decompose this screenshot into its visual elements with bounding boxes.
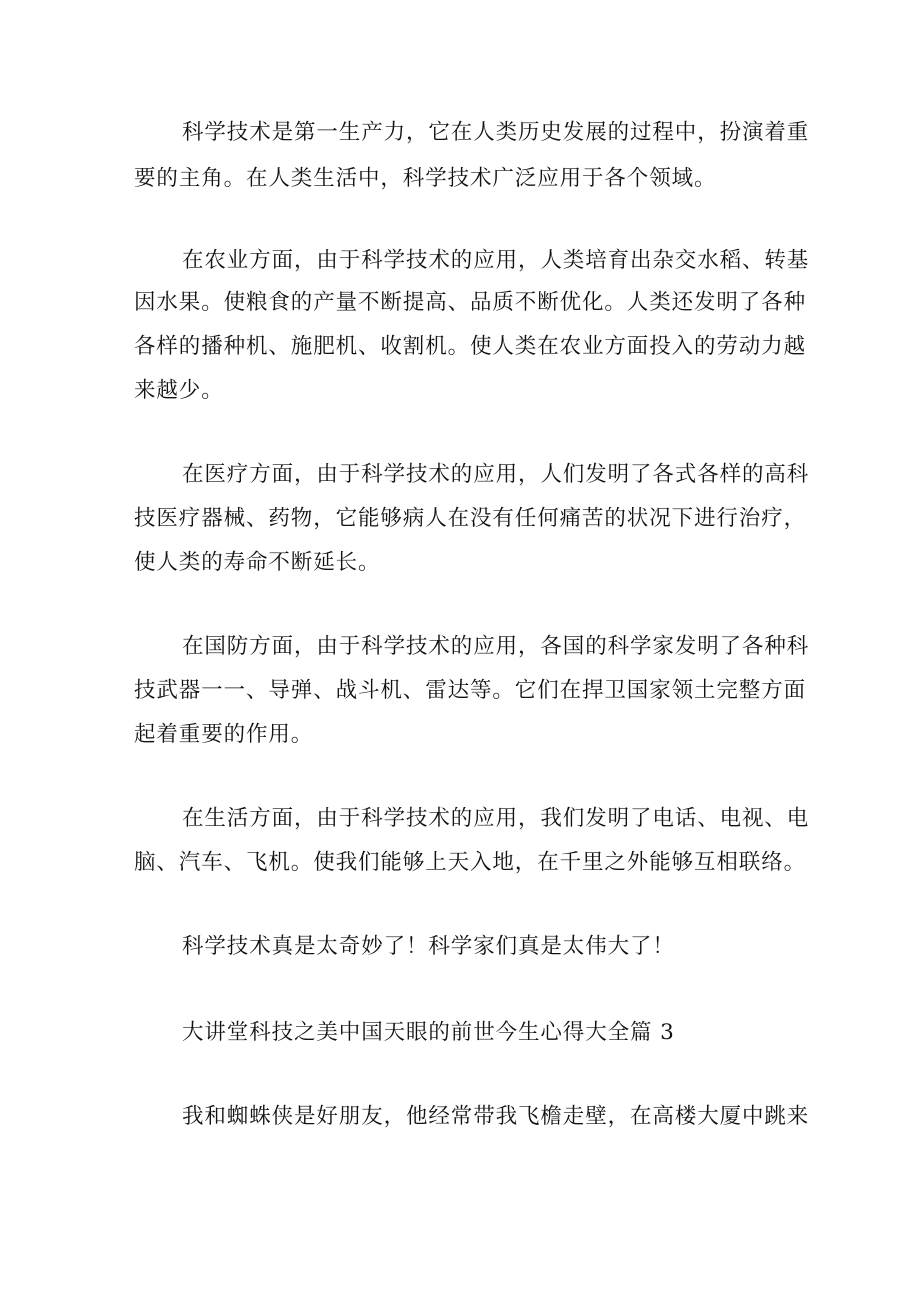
paragraph-4-line-2: 技武器一一、导弹、战斗机、雷达等。它们在捍卫国家领土完整方面: [134, 678, 807, 703]
paragraph-2-line-2: 因水果。使粮食的产量不断提高、品质不断优化。人类还发明了各种: [134, 290, 807, 315]
paragraph-2-line-1: 在农业方面，由于科学技术的应用，人类培育出杂交水稻、转基: [182, 248, 810, 273]
paragraph-1-line-2: 要的主角。在人类生活中，科学技术广泛应用于各个领域。: [134, 166, 717, 191]
paragraph-3-line-2: 技医疗器械、药物，它能够病人在没有任何痛苦的状况下进行治疗，: [134, 506, 807, 531]
paragraph-5-line-1: 在生活方面，由于科学技术的应用，我们发明了电话、电视、电: [182, 806, 810, 831]
paragraph-2-line-4: 来越少。: [134, 378, 224, 403]
section-heading: 大讲堂科技之美中国天眼的前世今生心得大全篇 3: [182, 1020, 675, 1045]
paragraph-2-line-3: 各样的播种机、施肥机、收割机。使人类在农业方面投入的劳动力越: [134, 334, 807, 359]
paragraph-8-line-1: 我和蜘蛛侠是好朋友，他经常带我飞檐走壁，在高楼大厦中跳来: [182, 1104, 810, 1129]
paragraph-6-line-1: 科学技术真是太奇妙了！科学家们真是太伟大了！: [182, 934, 675, 959]
paragraph-3-line-1: 在医疗方面，由于科学技术的应用，人们发明了各式各样的高科: [182, 462, 810, 487]
paragraph-4-line-1: 在国防方面，由于科学技术的应用，各国的科学家发明了各种科: [182, 634, 810, 659]
paragraph-3-line-3: 使人类的寿命不断延长。: [134, 550, 381, 575]
paragraph-1-line-1: 科学技术是第一生产力，它在人类历史发展的过程中，扮演着重: [182, 120, 810, 145]
paragraph-5-line-2: 脑、汽车、飞机。使我们能够上天入地，在千里之外能够互相联络。: [134, 850, 807, 875]
paragraph-4-line-3: 起着重要的作用。: [134, 722, 314, 747]
